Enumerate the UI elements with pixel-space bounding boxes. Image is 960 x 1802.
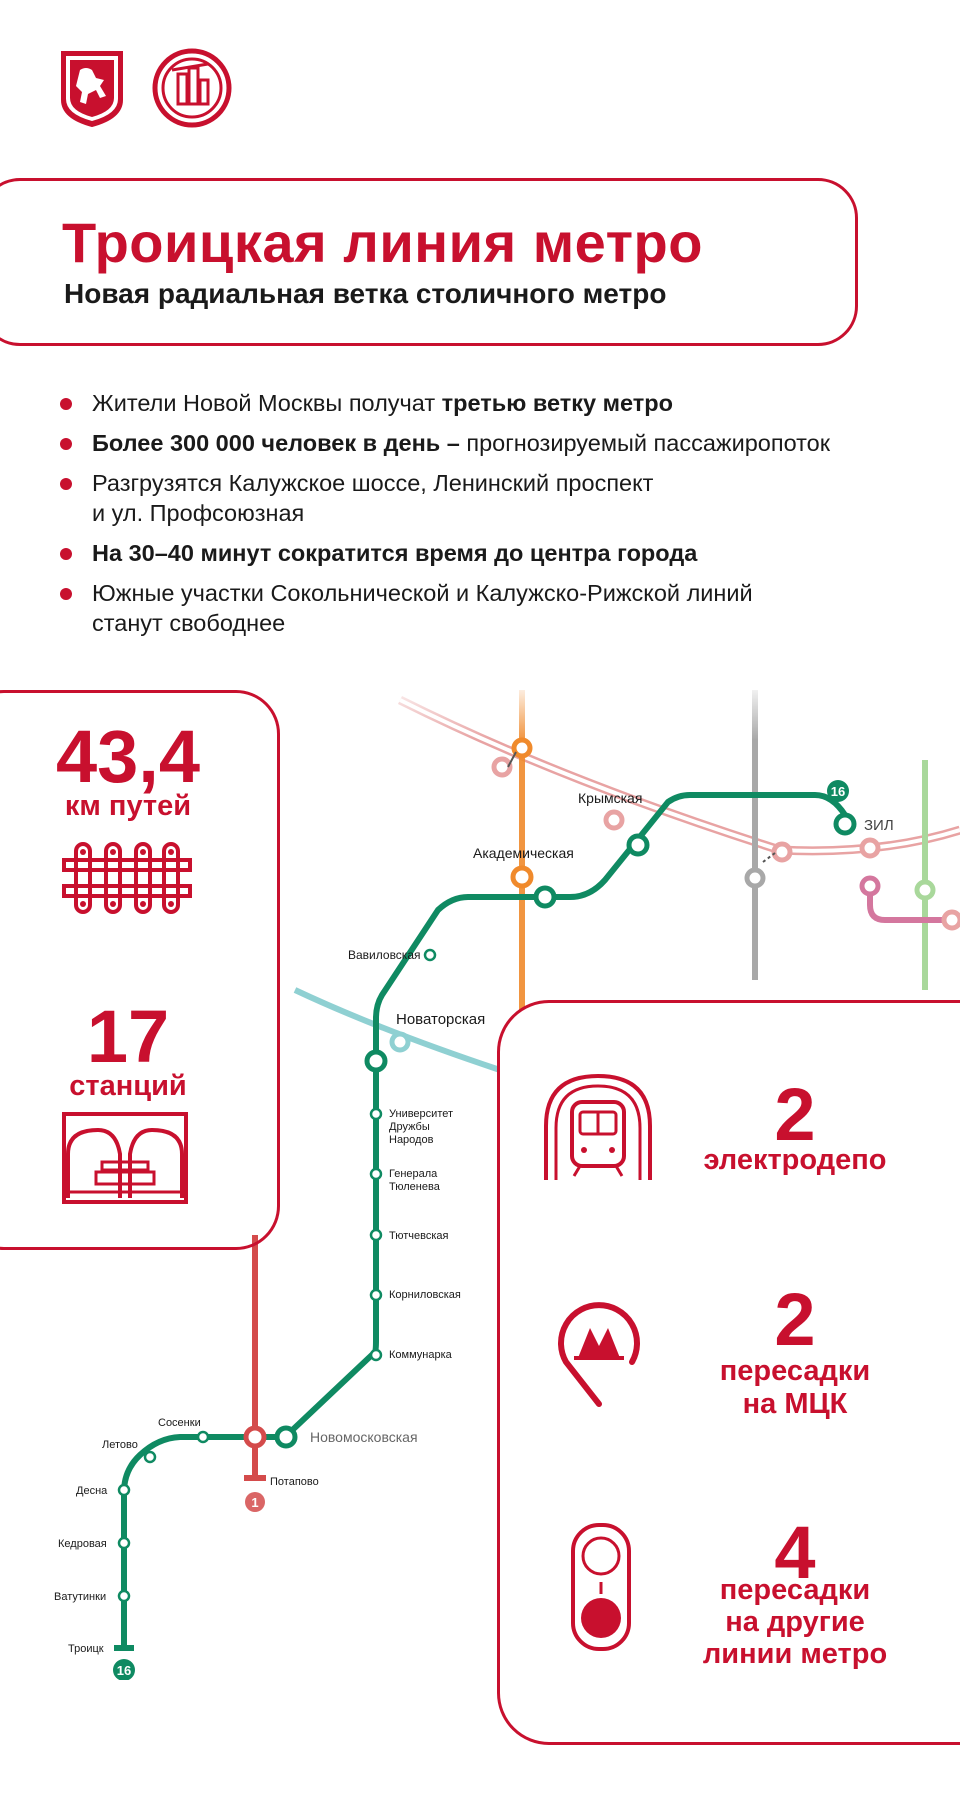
bullet-text: Южные участки Сокольнической и Калужско-Рижской линий	[92, 580, 753, 606]
label-kornilovskaya: Корниловская	[389, 1289, 461, 1301]
label-akademicheskaya: Академическая	[473, 845, 574, 861]
mcc-transfers-label-2: на МЦК	[742, 1388, 848, 1420]
transfer-station	[277, 1428, 295, 1446]
transfer-station	[606, 812, 622, 828]
page-subtitle: Новая радиальная ветка столичного метро	[64, 278, 667, 309]
station-dot	[145, 1452, 155, 1462]
label-udn-1: Университет	[389, 1108, 454, 1120]
stations-count-label: станций	[69, 1070, 187, 1102]
bullet-text-line2: и ул. Профсоюзная	[92, 500, 305, 526]
station-dot	[119, 1538, 129, 1548]
transfer-station	[862, 840, 878, 856]
stations-count-value: 17	[86, 995, 170, 1078]
station-dot	[119, 1485, 129, 1495]
mcc-transfers-label-1: пересадки	[719, 1355, 871, 1387]
station-dot	[371, 1169, 381, 1179]
label-letovo: Летово	[102, 1439, 138, 1451]
label-vavilovskaya: Вавиловская	[348, 948, 421, 962]
label-sosenki: Сосенки	[158, 1417, 201, 1429]
label-novomoskovskaya: Новомосковская	[310, 1429, 418, 1445]
page-title: Троицкая линия метро	[62, 211, 703, 274]
label-tyutchevskaya: Тютчевская	[389, 1230, 449, 1242]
other-transfers-label-2: на другие	[725, 1606, 865, 1638]
transfer-station	[536, 888, 554, 906]
station-dot	[371, 1290, 381, 1300]
transfer-station	[246, 1428, 264, 1446]
station-dot	[425, 950, 435, 960]
line-16-badge-text: 16	[116, 1663, 132, 1678]
rails-icon	[62, 838, 192, 918]
label-zil: ЗИЛ	[864, 817, 894, 834]
line-1-badge-text: 1	[251, 1495, 259, 1510]
bullet-bold-text: Более 300 000 человек в день –	[92, 430, 460, 456]
label-krymskaya: Крымская	[578, 790, 643, 806]
track-length-value: 43,4	[55, 715, 201, 798]
mcc-transfers-value: 2	[774, 1278, 816, 1361]
transfer-station	[629, 836, 647, 854]
label-udn-2: Дружбы	[389, 1121, 430, 1133]
label-potapovo: Потапово	[270, 1476, 319, 1488]
transfer-station	[774, 844, 790, 860]
label-kedrovaya: Кедровая	[58, 1538, 107, 1550]
depot-count-label: электродепо	[703, 1144, 887, 1176]
station-dot	[371, 1230, 381, 1240]
other-transfers-label-1: пересадки	[719, 1574, 871, 1606]
label-novatorskaya: Новаторская	[396, 1011, 486, 1028]
transfer-station	[836, 815, 854, 833]
train-depot-icon	[542, 1072, 654, 1182]
station-arch-icon	[62, 1112, 188, 1204]
track-length-label: км путей	[64, 790, 192, 822]
other-transfers-value: 4	[774, 1511, 816, 1594]
station-dot	[371, 1109, 381, 1119]
bullet-third-line	[56, 388, 936, 418]
bcl-line	[295, 990, 500, 1070]
bullet-bold-text: третью ветку метро	[441, 390, 673, 416]
bullet-text: Разгрузятся Калужское шоссе, Ленинский проспект	[92, 470, 654, 496]
bullet-text-line2: станут свободнее	[92, 610, 286, 636]
transfer-station	[862, 878, 878, 894]
label-tyuleneva-1: Генерала	[389, 1168, 438, 1180]
bullet-text: прогнозируемый пассажиропоток	[459, 430, 831, 456]
depot-count-value: 2	[774, 1073, 816, 1156]
transfer-station	[367, 1052, 385, 1070]
label-vatutinki: Ватутинки	[54, 1591, 107, 1603]
traffic-light-icon	[570, 1522, 632, 1652]
transfer-station	[747, 870, 763, 886]
label-desna: Десна	[76, 1485, 108, 1497]
bullet-southern-sections	[56, 578, 936, 638]
line-16-badge-text: 16	[830, 784, 846, 799]
station-dot	[119, 1591, 129, 1601]
transfer-station	[494, 759, 510, 775]
station-dot	[371, 1350, 381, 1360]
moscow-coat-of-arms-logo	[58, 48, 126, 128]
metro-logo-icon	[554, 1300, 644, 1410]
label-kommunarka: Коммунарка	[389, 1349, 452, 1361]
label-udn-3: Народов	[389, 1134, 434, 1146]
transfer-station	[944, 912, 960, 928]
key-points-list	[56, 388, 936, 648]
transfer-station	[392, 1034, 408, 1050]
transfer-station	[513, 868, 531, 886]
label-tyuleneva-2: Тюленева	[389, 1181, 440, 1193]
transfer-station	[514, 740, 530, 756]
bullet-passenger-flow	[56, 428, 936, 458]
stroikompleks-logo	[152, 48, 232, 128]
bullet-time-saving	[56, 538, 936, 568]
bullet-bold-text: На 30–40 минут сократится время до центра города	[92, 540, 698, 566]
transfer-station	[917, 882, 933, 898]
station-dot	[198, 1432, 208, 1442]
bullet-unload-roads	[56, 468, 936, 528]
label-troitsk: Троицк	[68, 1643, 104, 1655]
bullet-text: Жители Новой Москвы получат	[92, 390, 442, 416]
other-transfers-label-3: линии метро	[702, 1638, 888, 1670]
